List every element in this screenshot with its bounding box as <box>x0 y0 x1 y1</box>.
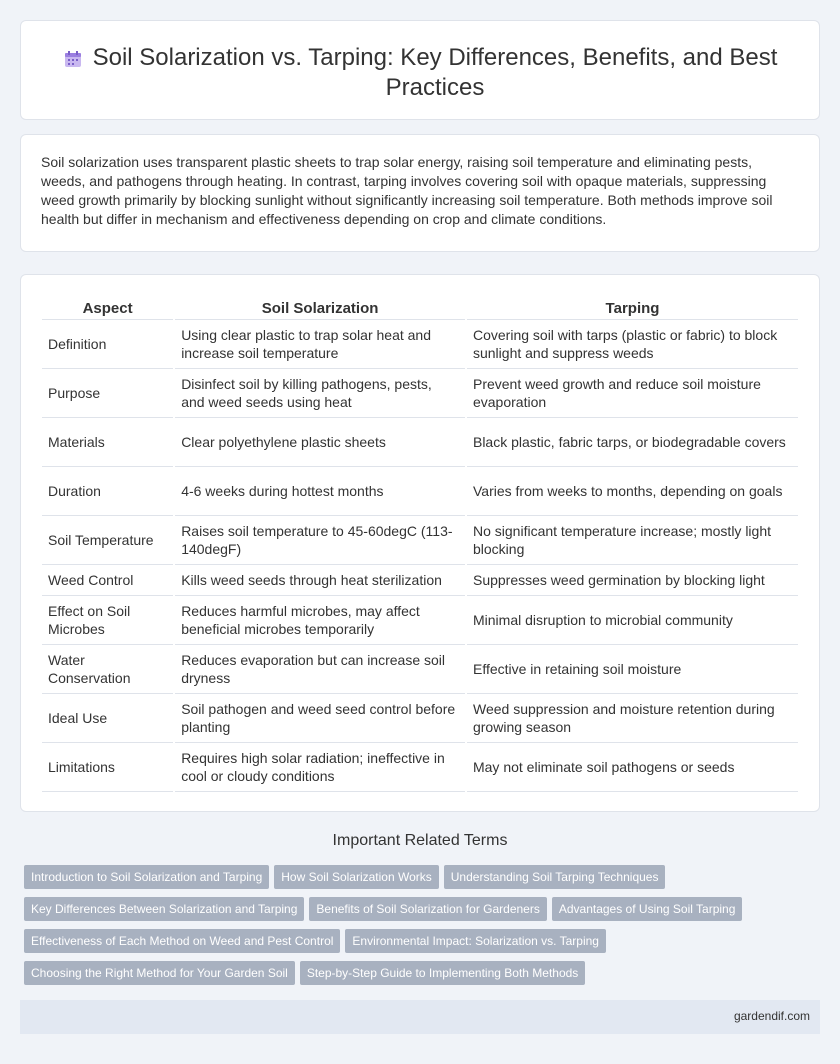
related-term-tag[interactable]: Step-by-Step Guide to Implementing Both Methods <box>300 961 585 985</box>
table-row <box>42 645 798 694</box>
cell-tarping: Covering soil with tarps (plastic or fabric) to block sunlight and suppress weeds <box>466 320 798 369</box>
cell-solarization: Kills weed seeds through heat sterilization <box>174 565 466 596</box>
footer-site-name[interactable]: gardendif.com <box>733 1009 810 1023</box>
cell-solarization: Reduces evaporation but can increase soil dryness <box>174 645 466 694</box>
cell-aspect: Definition <box>42 320 174 369</box>
header-tarping: Tarping <box>466 295 798 320</box>
title-card <box>20 20 820 120</box>
table-row <box>42 467 798 516</box>
table-row <box>42 596 798 645</box>
cell-tarping: May not eliminate soil pathogens or seeds <box>466 743 798 792</box>
table-row <box>42 743 798 792</box>
table-row <box>42 694 798 743</box>
cell-solarization: Raises soil temperature to 45-60degC (113-140degF) <box>174 516 466 565</box>
related-term-tag[interactable]: Benefits of Soil Solarization for Gardeners <box>309 897 546 921</box>
tag-row <box>24 897 824 929</box>
cell-tarping: Suppresses weed germination by blocking light <box>466 565 798 596</box>
cell-aspect: Purpose <box>42 369 174 418</box>
cell-aspect: Effect on Soil Microbes <box>42 596 174 645</box>
cell-tarping: Minimal disruption to microbial community <box>466 596 798 645</box>
table-row <box>42 369 798 418</box>
cell-tarping: Effective in retaining soil moisture <box>466 645 798 694</box>
cell-solarization: Disinfect soil by killing pathogens, pests, and weed seeds using heat <box>174 369 466 418</box>
tag-row <box>24 865 824 897</box>
comparison-table <box>42 295 798 792</box>
related-term-tag[interactable]: Introduction to Soil Solarization and Tarping <box>24 865 269 889</box>
cell-solarization: Soil pathogen and weed seed control before planting <box>174 694 466 743</box>
related-term-tag[interactable]: Advantages of Using Soil Tarping <box>552 897 743 921</box>
tag-row <box>24 961 824 993</box>
cell-aspect: Soil Temperature <box>42 516 174 565</box>
related-terms-heading: Important Related Terms <box>332 832 508 849</box>
related-term-tag[interactable]: Understanding Soil Tarping Techniques <box>444 865 666 889</box>
footer <box>20 1000 820 1034</box>
header-aspect: Aspect <box>42 295 174 320</box>
cell-tarping: No significant temperature increase; mostly light blocking <box>466 516 798 565</box>
cell-aspect: Duration <box>42 467 174 516</box>
table-row <box>42 565 798 596</box>
related-term-tag[interactable]: Choosing the Right Method for Your Garden Soil <box>24 961 295 985</box>
cell-solarization: Clear polyethylene plastic sheets <box>174 418 466 467</box>
related-term-tag[interactable]: Environmental Impact: Solarization vs. Tarping <box>345 929 606 953</box>
cell-tarping: Varies from weeks to months, depending on goals <box>466 467 798 516</box>
cell-aspect: Weed Control <box>42 565 174 596</box>
related-term-tag[interactable]: How Soil Solarization Works <box>274 865 439 889</box>
cell-solarization: Using clear plastic to trap solar heat and increase soil temperature <box>174 320 466 369</box>
table-row <box>42 418 798 467</box>
header-solarization: Soil Solarization <box>174 295 466 320</box>
intro-paragraph: Soil solarization uses transparent plastic sheets to trap solar energy, raising soil temperature and eliminating pests, weeds, and pathogens through heating. In contrast, tarping involves covering soil with opaque materials, suppressing weed growth primarily by blocking sunlight without significantly increasing soil temperature. Both methods improve soil health but differ in mechanism and effectiveness depending on crop and climate conditions. <box>41 154 773 227</box>
cell-aspect: Ideal Use <box>42 694 174 743</box>
table-row <box>42 320 798 369</box>
cell-solarization: Requires high solar radiation; ineffective in cool or cloudy conditions <box>174 743 466 792</box>
page-title: Soil Solarization vs. Tarping: Key Differences, Benefits, and Best Practices <box>92 44 778 101</box>
cell-solarization: Reduces harmful microbes, may affect beneficial microbes temporarily <box>174 596 466 645</box>
table-header-row <box>42 295 798 320</box>
intro-card <box>20 134 820 252</box>
cell-aspect: Water Conservation <box>42 645 174 694</box>
related-term-tag[interactable]: Effectiveness of Each Method on Weed and Pest Control <box>24 929 340 953</box>
cell-tarping: Black plastic, fabric tarps, or biodegradable covers <box>466 418 798 467</box>
cell-tarping: Weed suppression and moisture retention during growing season <box>466 694 798 743</box>
cell-solarization: 4-6 weeks during hottest months <box>174 467 466 516</box>
cell-aspect: Materials <box>42 418 174 467</box>
comparison-card <box>20 274 820 812</box>
related-term-tag[interactable]: Key Differences Between Solarization and Tarping <box>24 897 304 921</box>
related-terms-list <box>24 865 824 993</box>
cell-tarping: Prevent weed growth and reduce soil moisture evaporation <box>466 369 798 418</box>
table-row <box>42 516 798 565</box>
cell-aspect: Limitations <box>42 743 174 792</box>
tag-row <box>24 929 824 961</box>
